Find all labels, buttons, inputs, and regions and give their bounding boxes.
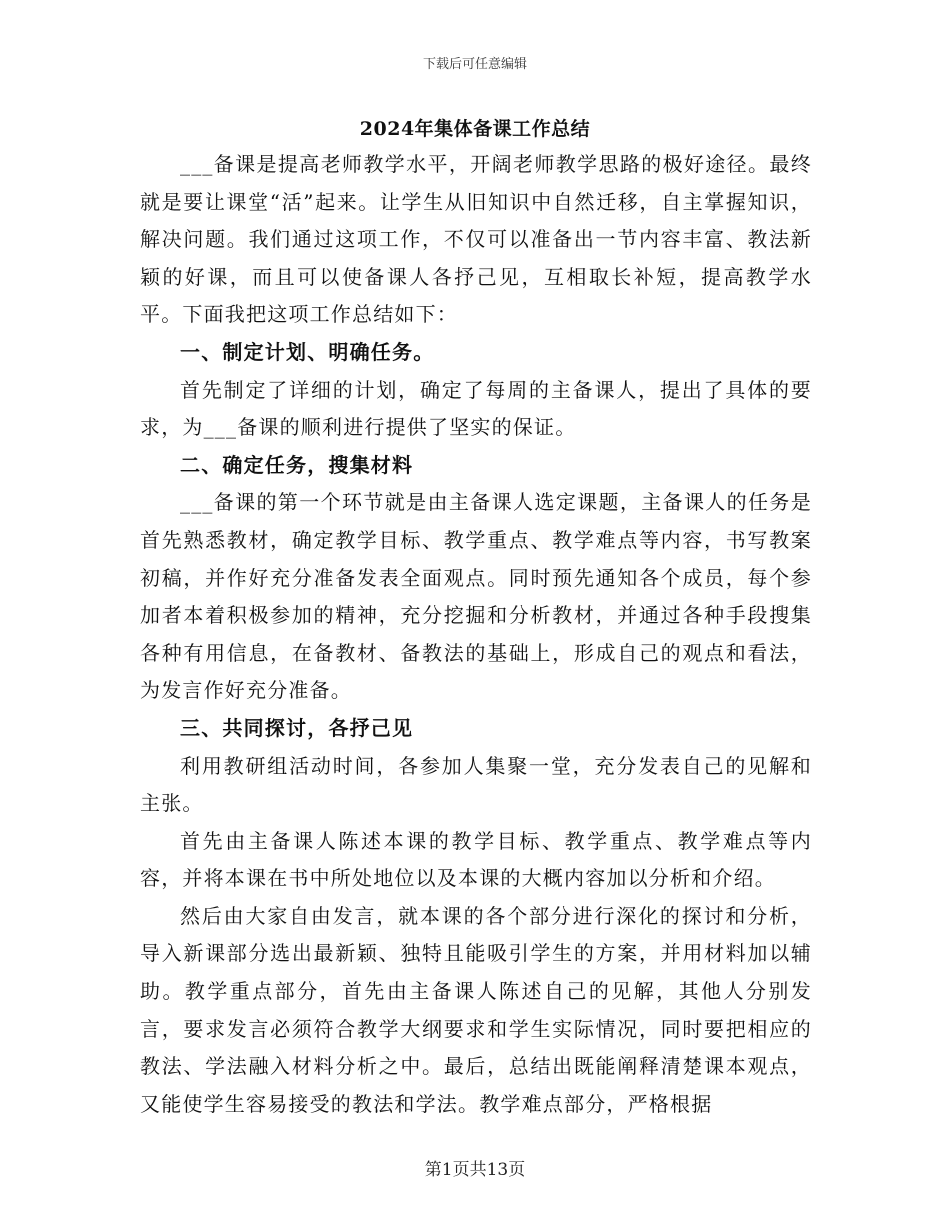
section-2-paragraph: ___备课的第一个环节就是由主备课人选定课题，主备课人的任务是首先熟悉教材，确定教学目标、教学重点、教学难点等内容，书写教案初稿，并作好充分准备发表全面观点。同时预先通知各个成员，每个参加者本着积极参加的精神，充分挖掘和分析教材，并通过各种手段搜集各种有用信息，在备教材、备教法的基础上，形成自己的观点和看法，为发言作好充分准备。	[140, 490, 812, 703]
section-1-paragraph: 首先制定了详细的计划，确定了每周的主备课人，提出了具体的要求，为___备课的顺利进行提供了坚实的保证。	[140, 377, 812, 440]
intro-paragraph: ___备课是提高老师教学水平，开阔老师教学思路的极好途径。最终就是要让课堂“活”起来。让学生从旧知识中自然迁移，自主掌握知识，解决问题。我们通过这项工作，不仅可以准备出一节内容丰富、教法新颖的好课，而且可以使备课人各抒己见，互相取长补短，提高教学水平。下面我把这项工作总结如下：	[140, 152, 812, 327]
page-number: 第1页共13页	[424, 1160, 526, 1180]
document-body	[140, 146, 812, 1123]
section-heading-2: 二、确定任务，搜集材料	[180, 452, 414, 477]
section-heading-3: 三、共同探讨，各抒己见	[180, 715, 414, 740]
section-heading-1: 一、制定计划、明确任务。	[180, 339, 435, 364]
section-3-paragraph-1: 利用教研组活动时间，各参加人集聚一堂，充分发表自己的见解和主张。	[140, 753, 812, 816]
section-3-paragraph-3: 然后由大家自由发言，就本课的各个部分进行深化的探讨和分析，导入新课部分选出最新颖、独特且能吸引学生的方案，并用材料加以辅助。教学重点部分，首先由主备课人陈述自己的见解，其他人分别发言，要求发言必须符合教学大纲要求和学生实际情况，同时要把相应的教法、学法融入材料分析之中。最后，总结出既能阐释清楚课本观点，又能使学生容易接受的教法和学法。教学难点部分，严格根据	[140, 903, 812, 1116]
section-3-paragraph-2: 首先由主备课人陈述本课的教学目标、教学重点、教学难点等内容，并将本课在书中所处地位以及本课的大概内容加以分析和介绍。	[140, 828, 812, 891]
page-header-note: 下载后可任意编辑	[422, 57, 527, 72]
document-title: 2024年集体备课工作总结	[359, 118, 591, 140]
